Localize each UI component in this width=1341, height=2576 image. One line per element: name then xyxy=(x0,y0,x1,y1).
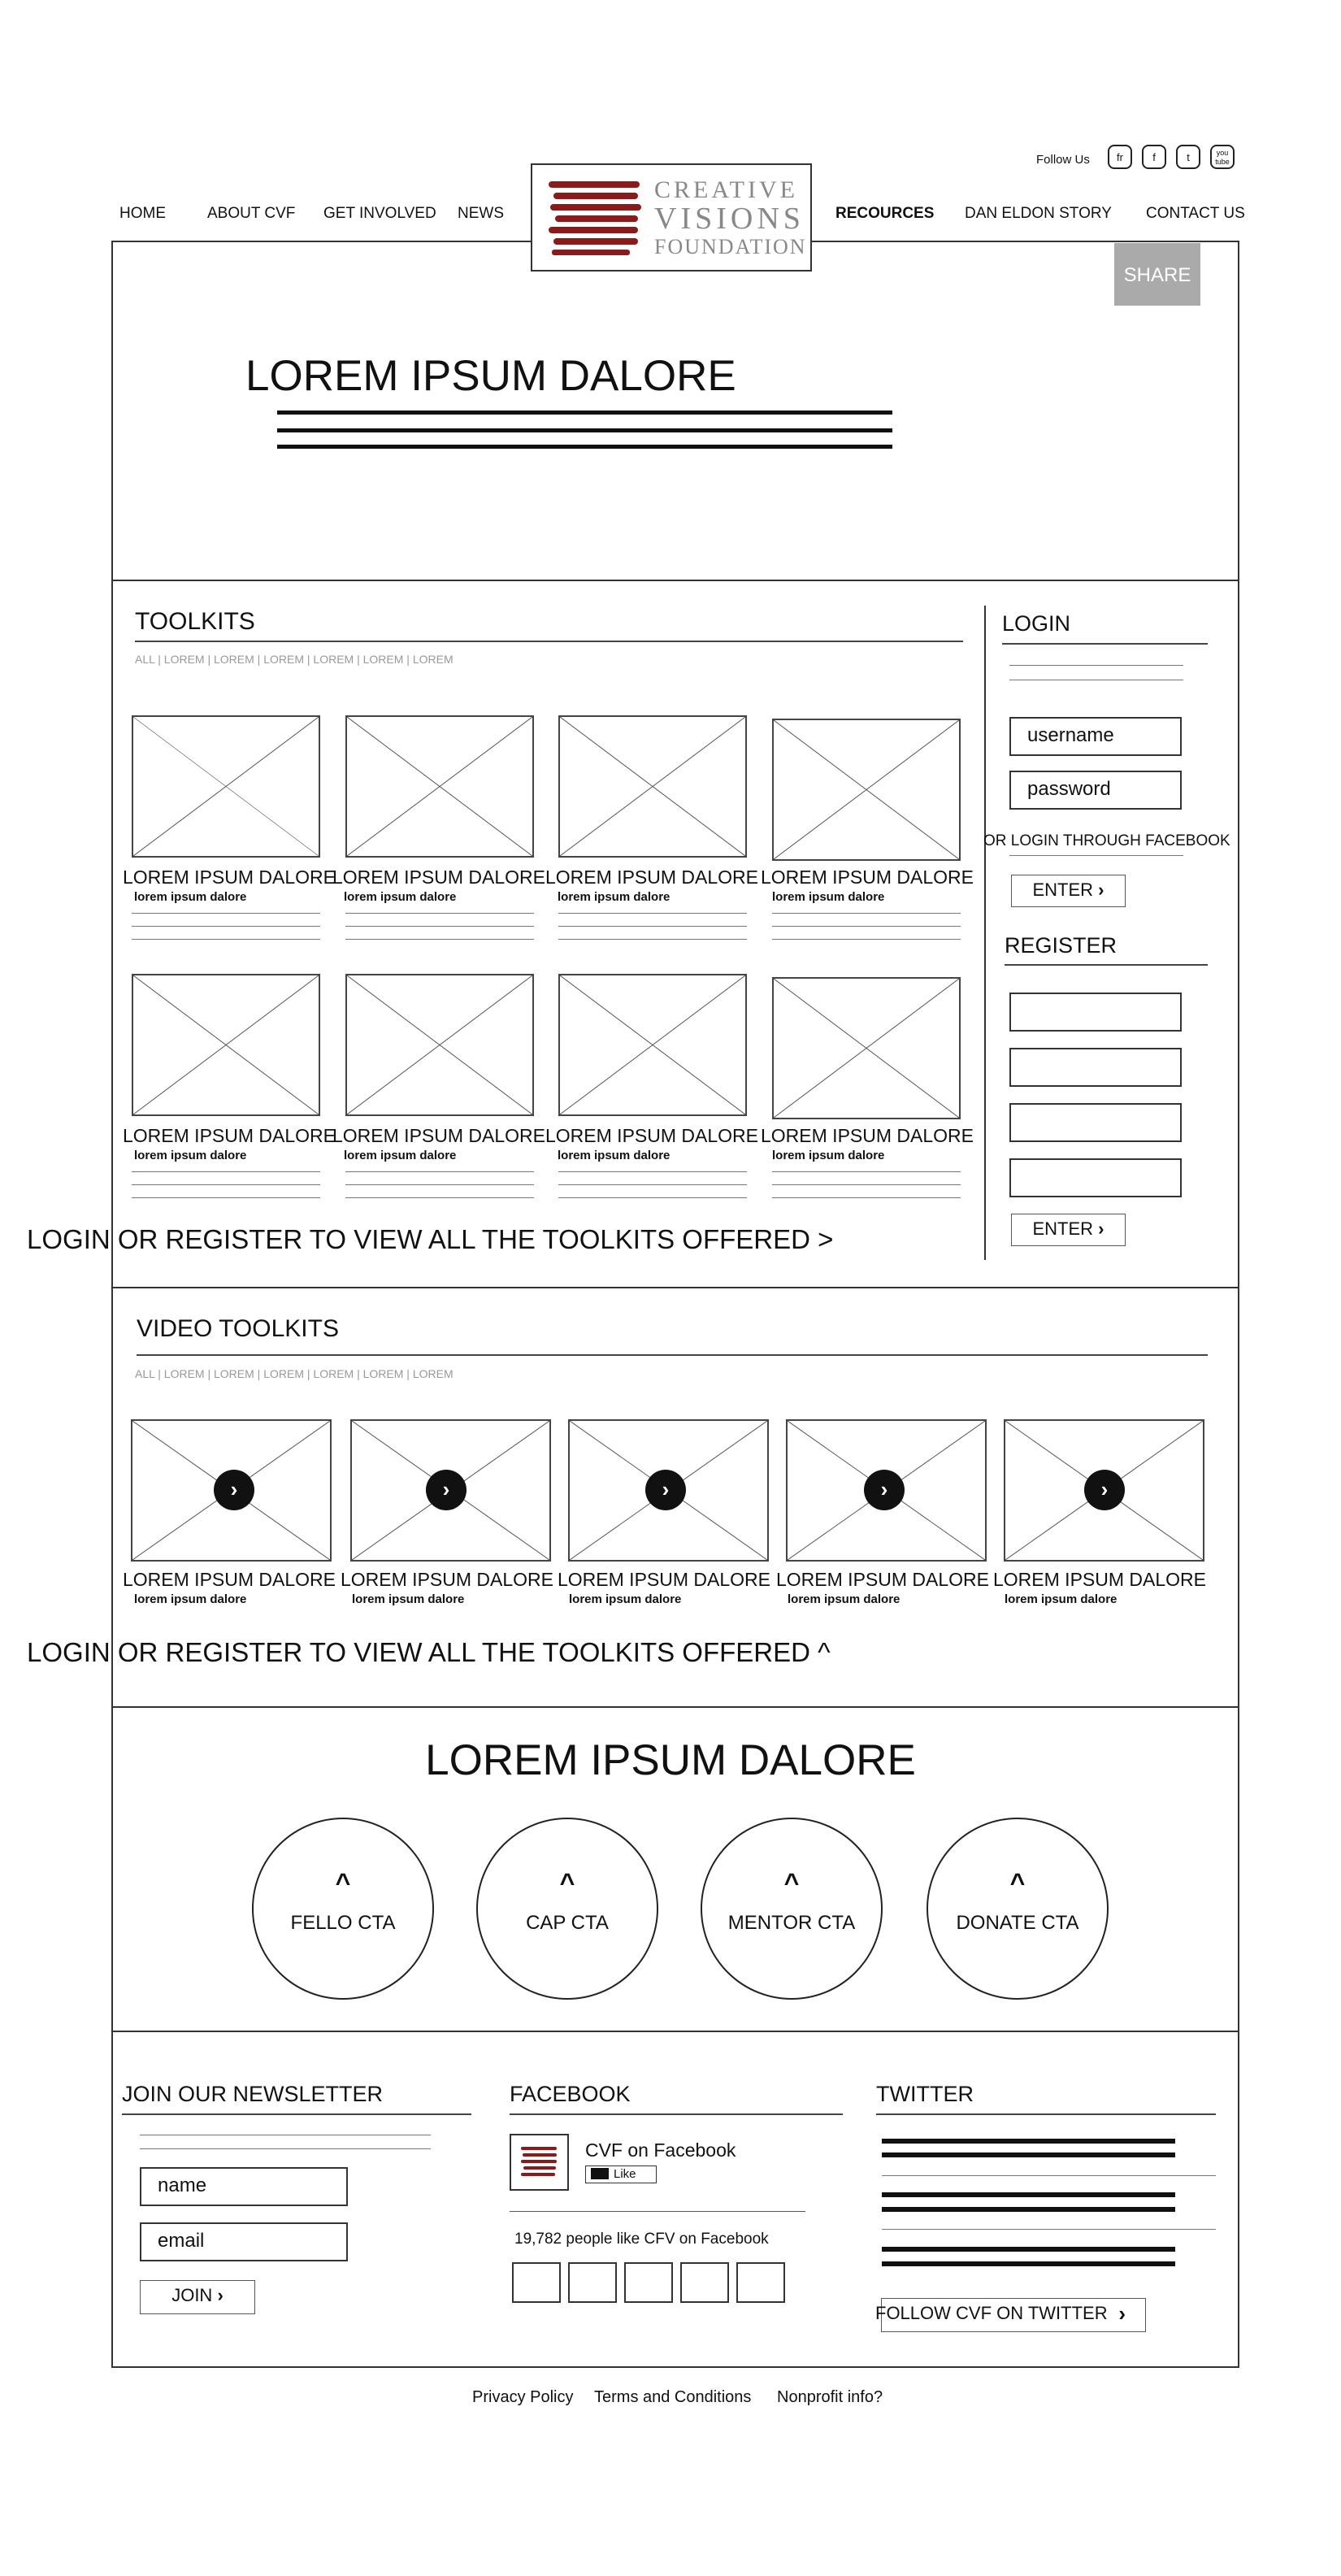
toolkit-card-title[interactable]: LOREM IPSUM DALORE xyxy=(761,867,974,888)
chevron-up-icon: ^ xyxy=(335,1868,351,1897)
toolkit-card-title[interactable]: LOREM IPSUM DALORE xyxy=(545,1125,758,1146)
twitter-title-underline xyxy=(876,2113,1216,2115)
follow-twitter-label: FOLLOW CVF ON TWITTER xyxy=(875,2303,1108,2323)
chevron-right-icon: › xyxy=(1098,880,1104,900)
video-card-title[interactable]: LOREM IPSUM DALORE xyxy=(558,1569,770,1590)
toolkits-login-cta[interactable]: LOGIN OR REGISTER TO VIEW ALL THE TOOLKITS OFFERED > xyxy=(27,1224,834,1254)
video-card-subtitle: lorem ipsum dalore xyxy=(569,1592,682,1606)
toolkit-thumbnail[interactable] xyxy=(345,715,534,858)
video-card-title[interactable]: LOREM IPSUM DALORE xyxy=(341,1569,553,1590)
section-divider xyxy=(111,580,1239,581)
login-title: LOGIN xyxy=(1002,611,1071,636)
video-card-title[interactable]: LOREM IPSUM DALORE xyxy=(123,1569,336,1590)
toolkit-card-subtitle: lorem ipsum dalore xyxy=(134,1149,247,1162)
login-enter-label: ENTER xyxy=(1032,880,1094,900)
toolkit-text-line xyxy=(132,939,320,940)
register-enter-label: ENTER xyxy=(1032,1218,1094,1239)
mentor-cta-button[interactable] xyxy=(701,1818,883,2000)
video-card-subtitle: lorem ipsum dalore xyxy=(788,1592,901,1606)
section-divider xyxy=(111,2031,1239,2032)
register-title: REGISTER xyxy=(1005,933,1118,958)
toolkit-thumbnail[interactable] xyxy=(772,977,961,1119)
chevron-up-icon: ^ xyxy=(783,1868,800,1897)
chevron-right-icon: › xyxy=(217,2285,224,2305)
login-enter-button[interactable] xyxy=(1011,875,1126,907)
follow-twitter-button[interactable] xyxy=(875,2298,1146,2332)
logo-text-visions: VISIONS xyxy=(654,202,805,236)
toolkit-thumbnail[interactable] xyxy=(132,974,320,1116)
sidebar-divider xyxy=(984,606,986,1260)
nav-news[interactable]: NEWS xyxy=(458,205,504,222)
facebook-fan-avatar[interactable] xyxy=(624,2262,673,2303)
facebook-divider xyxy=(510,2211,805,2212)
register-field-2[interactable] xyxy=(1009,1048,1182,1087)
tweet-text-line xyxy=(882,2247,1175,2252)
chevron-right-icon: › xyxy=(1098,1218,1104,1239)
toolkit-card-subtitle: lorem ipsum dalore xyxy=(558,890,670,904)
video-login-cta[interactable]: LOGIN OR REGISTER TO VIEW ALL THE TOOLKITS OFFERED ^ xyxy=(27,1637,831,1667)
facebook-title: FACEBOOK xyxy=(510,2082,631,2106)
chevron-up-icon: ^ xyxy=(559,1868,575,1897)
hero-text-line xyxy=(277,428,892,432)
toolkit-card-subtitle: lorem ipsum dalore xyxy=(134,890,247,904)
toolkit-text-line xyxy=(345,1184,534,1185)
chevron-right-icon: › xyxy=(1118,2301,1126,2326)
toolkit-thumbnail[interactable] xyxy=(132,715,320,858)
chevron-up-icon: ^ xyxy=(1009,1868,1026,1897)
share-button[interactable]: SHARE xyxy=(1114,243,1200,306)
nav-contact-us[interactable]: CONTACT US xyxy=(1146,205,1245,222)
follow-us-label: Follow Us xyxy=(1036,153,1090,167)
username-input[interactable]: username xyxy=(1009,717,1182,756)
toolkit-text-line xyxy=(345,913,534,914)
like-icon xyxy=(591,2168,609,2179)
toolkit-card-subtitle: lorem ipsum dalore xyxy=(772,1149,885,1162)
login-text-line xyxy=(1009,665,1183,666)
fello-cta-button[interactable] xyxy=(252,1818,434,2000)
join-label: JOIN xyxy=(171,2285,213,2305)
play-icon[interactable]: › xyxy=(864,1470,905,1510)
toolkits-filter[interactable]: ALL | LOREM | LOREM | LOREM | LOREM | LOREM | LOREM xyxy=(135,653,454,666)
play-icon[interactable]: › xyxy=(214,1470,254,1510)
toolkit-text-line xyxy=(345,1197,534,1198)
toolkit-text-line xyxy=(132,1171,320,1172)
newsletter-title: JOIN OUR NEWSLETTER xyxy=(122,2082,384,2106)
toolkit-text-line xyxy=(345,926,534,927)
toolkit-card-title[interactable]: LOREM IPSUM DALORE xyxy=(545,867,758,888)
facebook-fan-avatar[interactable] xyxy=(512,2262,561,2303)
footer-terms-link[interactable]: Terms and Conditions xyxy=(594,2388,752,2406)
toolkits-title: TOOLKITS xyxy=(135,608,255,635)
register-enter-button[interactable] xyxy=(1011,1214,1126,1246)
toolkit-text-line xyxy=(558,913,747,914)
twitter-icon[interactable]: t xyxy=(1176,145,1200,169)
facebook-title-underline xyxy=(510,2113,843,2115)
section-divider xyxy=(111,1706,1239,1708)
footer-privacy-link[interactable]: Privacy Policy xyxy=(472,2388,574,2406)
tweet-divider xyxy=(882,2229,1216,2230)
hero-title: LOREM IPSUM DALORE xyxy=(245,352,736,400)
twitter-title: TWITTER xyxy=(876,2082,974,2106)
toolkit-text-line xyxy=(345,939,534,940)
toolkit-card-subtitle: lorem ipsum dalore xyxy=(558,1149,670,1162)
toolkit-card-subtitle: lorem ipsum dalore xyxy=(344,1149,457,1162)
fello-cta-label: FELLO CTA xyxy=(290,1912,396,1934)
toolkit-text-line xyxy=(558,1184,747,1185)
toolkit-text-line xyxy=(132,1184,320,1185)
video-card-title[interactable]: LOREM IPSUM DALORE xyxy=(993,1569,1206,1590)
flickr-icon[interactable]: fr xyxy=(1108,145,1132,169)
toolkit-card-subtitle: lorem ipsum dalore xyxy=(344,890,457,904)
toolkit-thumbnail[interactable] xyxy=(558,715,747,858)
page-frame xyxy=(111,241,1239,2368)
toolkits-title-underline xyxy=(135,641,963,642)
cta-section-title: LOREM IPSUM DALORE xyxy=(425,1736,916,1784)
video-filter[interactable]: ALL | LOREM | LOREM | LOREM | LOREM | LOREM | LOREM xyxy=(135,1367,454,1380)
logo-stripes-icon xyxy=(549,178,644,259)
toolkit-thumbnail[interactable] xyxy=(558,974,747,1116)
toolkit-text-line xyxy=(345,1171,534,1172)
logo-stripes-icon xyxy=(521,2145,558,2179)
tweet-text-line xyxy=(882,2192,1175,2197)
newsletter-text-line xyxy=(140,2148,431,2149)
toolkit-card-subtitle: lorem ipsum dalore xyxy=(772,890,885,904)
toolkit-text-line xyxy=(772,913,961,914)
video-toolkits-title: VIDEO TOOLKITS xyxy=(137,1315,339,1342)
tweet-text-line xyxy=(882,2207,1175,2212)
video-card-subtitle: lorem ipsum dalore xyxy=(134,1592,247,1606)
toolkit-text-line xyxy=(558,1171,747,1172)
login-title-underline xyxy=(1002,643,1208,645)
toolkit-card-title[interactable]: LOREM IPSUM DALORE xyxy=(332,1125,545,1146)
newsletter-email-input[interactable]: email xyxy=(140,2222,348,2261)
toolkit-card-title[interactable]: LOREM IPSUM DALORE xyxy=(123,1125,336,1146)
newsletter-join-button[interactable] xyxy=(140,2280,255,2314)
hero-text-line xyxy=(277,411,892,415)
toolkit-card-title[interactable]: LOREM IPSUM DALORE xyxy=(332,867,545,888)
mentor-cta-label: MENTOR CTA xyxy=(727,1912,856,1934)
toolkit-card-title[interactable]: LOREM IPSUM DALORE xyxy=(123,867,336,888)
toolkit-text-line xyxy=(132,913,320,914)
cap-cta-label: CAP CTA xyxy=(526,1912,609,1934)
footer-nonprofit-link[interactable]: Nonprofit info? xyxy=(777,2388,883,2406)
video-title-underline xyxy=(137,1354,1208,1356)
tweet-text-line xyxy=(882,2139,1175,2144)
toolkit-text-line xyxy=(772,926,961,927)
toolkit-text-line xyxy=(772,1197,961,1198)
login-text-line xyxy=(1009,855,1183,856)
nav-get-involved[interactable]: GET INVOLVED xyxy=(323,205,436,222)
toolkit-text-line xyxy=(772,1184,961,1185)
tweet-text-line xyxy=(882,2261,1175,2266)
donate-cta-label: DONATE CTA xyxy=(956,1912,1079,1934)
site-logo[interactable] xyxy=(531,163,812,272)
video-card-subtitle: lorem ipsum dalore xyxy=(352,1592,465,1606)
toolkit-text-line xyxy=(772,1171,961,1172)
cap-cta-button[interactable] xyxy=(476,1818,658,2000)
section-divider xyxy=(111,1287,1239,1288)
youtube-icon[interactable]: you tube xyxy=(1210,145,1235,169)
toolkit-text-line xyxy=(132,926,320,927)
play-icon[interactable]: › xyxy=(1084,1470,1125,1510)
nav-home[interactable]: HOME xyxy=(119,205,166,222)
toolkit-thumbnail[interactable] xyxy=(345,974,534,1116)
nav-resources[interactable]: RECOURCES xyxy=(835,205,935,222)
video-card-title[interactable]: LOREM IPSUM DALORE xyxy=(776,1569,989,1590)
register-title-underline xyxy=(1005,964,1208,966)
nav-dan-eldon-story[interactable]: DAN ELDON STORY xyxy=(965,205,1112,222)
login-facebook-link[interactable]: OR LOGIN THROUGH FACEBOOK xyxy=(983,832,1230,849)
hero-text-line xyxy=(277,445,892,449)
toolkit-text-line xyxy=(772,939,961,940)
newsletter-name-input[interactable]: name xyxy=(140,2167,348,2206)
toolkit-text-line xyxy=(132,1197,320,1198)
toolkit-thumbnail[interactable] xyxy=(772,719,961,861)
tweet-divider xyxy=(882,2175,1216,2176)
register-field-1[interactable] xyxy=(1009,993,1182,1032)
facebook-icon[interactable]: f xyxy=(1142,145,1166,169)
register-field-4[interactable] xyxy=(1009,1158,1182,1197)
facebook-page-name[interactable]: CVF on Facebook xyxy=(585,2139,736,2161)
logo-text-creative: CREATIVE xyxy=(654,176,798,203)
toolkit-text-line xyxy=(558,1197,747,1198)
toolkit-text-line xyxy=(558,939,747,940)
like-label: Like xyxy=(614,2167,636,2181)
video-card-subtitle: lorem ipsum dalore xyxy=(1005,1592,1118,1606)
password-input[interactable]: password xyxy=(1009,771,1182,810)
toolkit-text-line xyxy=(558,926,747,927)
toolkit-card-title[interactable]: LOREM IPSUM DALORE xyxy=(761,1125,974,1146)
newsletter-title-underline xyxy=(122,2113,471,2115)
tweet-text-line xyxy=(882,2152,1175,2157)
facebook-page-avatar[interactable] xyxy=(510,2134,569,2191)
facebook-fan-avatar[interactable] xyxy=(736,2262,785,2303)
nav-about[interactable]: ABOUT CVF xyxy=(207,205,296,222)
facebook-fan-avatar[interactable] xyxy=(568,2262,617,2303)
play-icon[interactable]: › xyxy=(645,1470,686,1510)
facebook-fan-avatar[interactable] xyxy=(680,2262,729,2303)
donate-cta-button[interactable] xyxy=(927,1818,1109,2000)
facebook-like-count: 19,782 people like CFV on Facebook xyxy=(514,2231,769,2248)
register-field-3[interactable] xyxy=(1009,1103,1182,1142)
logo-text-foundation: FOUNDATION xyxy=(654,235,807,258)
play-icon[interactable]: › xyxy=(426,1470,467,1510)
facebook-like-button[interactable] xyxy=(585,2165,657,2183)
